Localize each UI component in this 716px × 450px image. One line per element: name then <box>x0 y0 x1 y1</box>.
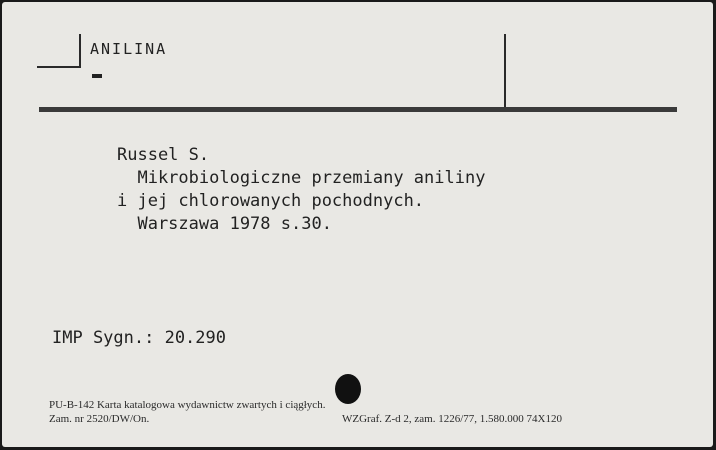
corner-mark-vertical <box>79 34 81 68</box>
heading-dash-mark <box>92 74 102 78</box>
title-line-1: Mikrobiologiczne przemiany aniliny <box>117 168 486 188</box>
corner-mark-horizontal <box>37 66 80 68</box>
column-separator <box>504 34 506 108</box>
title-line-2: i jej chlorowanych pochodnych. <box>117 191 425 211</box>
footer-printer-info: WZGraf. Z-d 2, zam. 1226/77, 1.580.000 74X120 <box>342 413 562 425</box>
imprint: Warszawa 1978 s.30. <box>117 214 332 234</box>
call-number: IMP Sygn.: 20.290 <box>52 328 226 348</box>
subject-heading: ANILINA <box>90 40 168 58</box>
bibliographic-entry <box>117 144 485 236</box>
horizontal-rule <box>39 107 677 112</box>
catalog-card <box>2 2 713 447</box>
footer-form-title: PU-B-142 Karta katalogowa wydawnictw zwartych i ciągłych. <box>49 399 326 411</box>
author: Russel S. <box>117 145 210 165</box>
punch-hole <box>335 374 361 404</box>
footer-order-number: Zam. nr 2520/DW/On. <box>49 413 150 425</box>
